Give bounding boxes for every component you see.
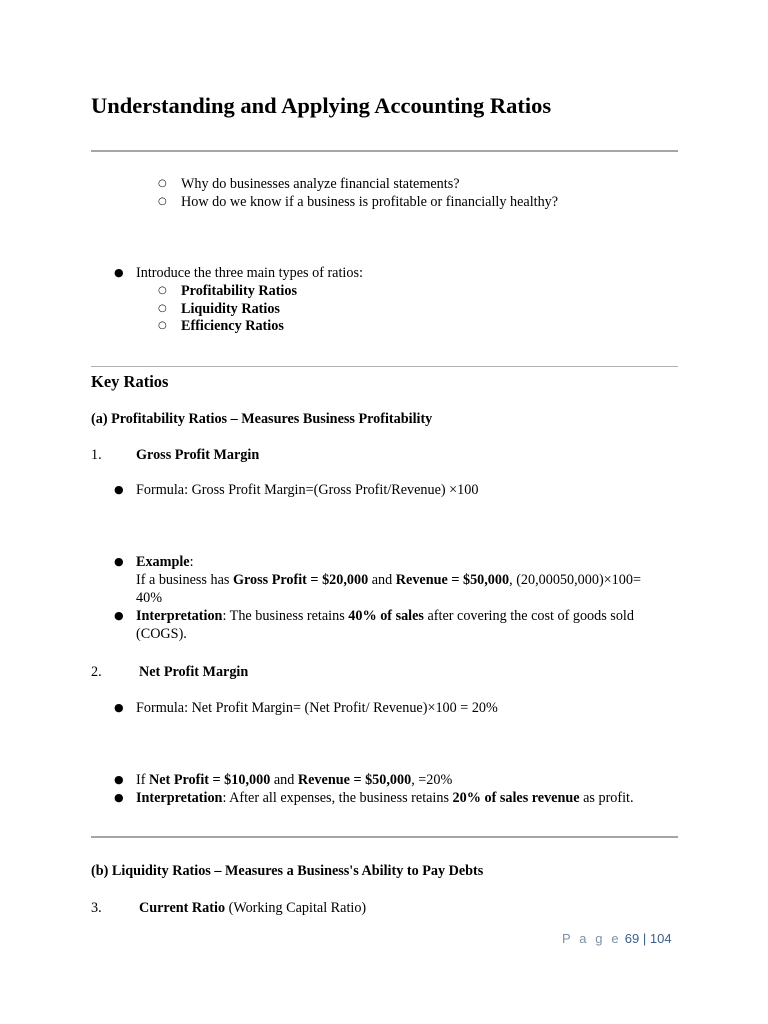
bullet-icon: ●: [114, 555, 124, 568]
circle-bullet-icon: ○: [158, 285, 167, 296]
ratio-type-efficiency: Efficiency Ratios: [181, 318, 284, 334]
intro-question-1: Why do businesses analyze financial statements?: [181, 176, 460, 192]
item-number: 1.: [91, 447, 102, 463]
ratio-type-profitability: Profitability Ratios: [181, 283, 297, 299]
bullet-icon: ●: [114, 701, 124, 714]
page-total: 104: [649, 931, 672, 946]
item-number: 3.: [91, 900, 102, 916]
section-divider: [91, 366, 678, 367]
example-result: 40%: [136, 590, 163, 606]
page-separator: |: [639, 931, 650, 946]
item-number: 2.: [91, 664, 102, 680]
gross-profit-margin-heading: Gross Profit Margin: [136, 447, 260, 463]
key-ratios-heading: Key Ratios: [91, 372, 169, 391]
liquidity-heading: (b) Liquidity Ratios – Measures a Business's Ability to Pay Debts: [91, 863, 484, 879]
circle-bullet-icon: ○: [158, 178, 167, 189]
page-number: 69: [624, 931, 640, 946]
circle-bullet-icon: ○: [158, 320, 167, 331]
circle-bullet-icon: ○: [158, 303, 167, 314]
bullet-icon: ●: [114, 266, 124, 279]
intro-question-2: How do we know if a business is profitable or financially healthy?: [181, 194, 559, 210]
current-ratio-heading: Current Ratio (Working Capital Ratio): [139, 900, 367, 916]
profitability-heading: (a) Profitability Ratios – Measures Business Profitability: [91, 411, 433, 427]
section-divider: [91, 836, 678, 838]
example-label: Example:: [136, 554, 194, 570]
bullet-icon: ●: [114, 791, 124, 804]
bullet-icon: ●: [114, 483, 124, 496]
page-word: P a g e: [562, 931, 622, 946]
example-text: If a business has Gross Profit = $20,000 and Revenue = $50,000, (20,00050,000)×100=: [136, 572, 641, 588]
bullet-icon: ●: [114, 609, 124, 622]
ratio-types-lead: Introduce the three main types of ratios:: [136, 265, 363, 281]
title-divider: [91, 150, 678, 152]
ratio-type-liquidity: Liquidity Ratios: [181, 301, 280, 317]
gross-interpretation-line2: (COGS).: [136, 626, 187, 642]
net-profit-formula: Formula: Net Profit Margin= (Net Profit/ Revenue)×100 = 20%: [136, 700, 498, 716]
circle-bullet-icon: ○: [158, 196, 167, 207]
net-profit-margin-heading: Net Profit Margin: [139, 664, 249, 680]
net-interpretation: Interpretation: After all expenses, the business retains 20% of sales revenue as profit.: [136, 790, 634, 806]
bullet-icon: ●: [114, 773, 124, 786]
page-footer: [562, 930, 672, 948]
gross-interpretation: Interpretation: The business retains 40% of sales after covering the cost of goods sold: [136, 608, 634, 624]
gross-profit-formula: Formula: Gross Profit Margin=(Gross Profit/Revenue) ×100: [136, 482, 479, 498]
net-profit-example: If Net Profit = $10,000 and Revenue = $50,000, =20%: [136, 772, 453, 788]
page-title: Understanding and Applying Accounting Ratios: [91, 93, 552, 118]
